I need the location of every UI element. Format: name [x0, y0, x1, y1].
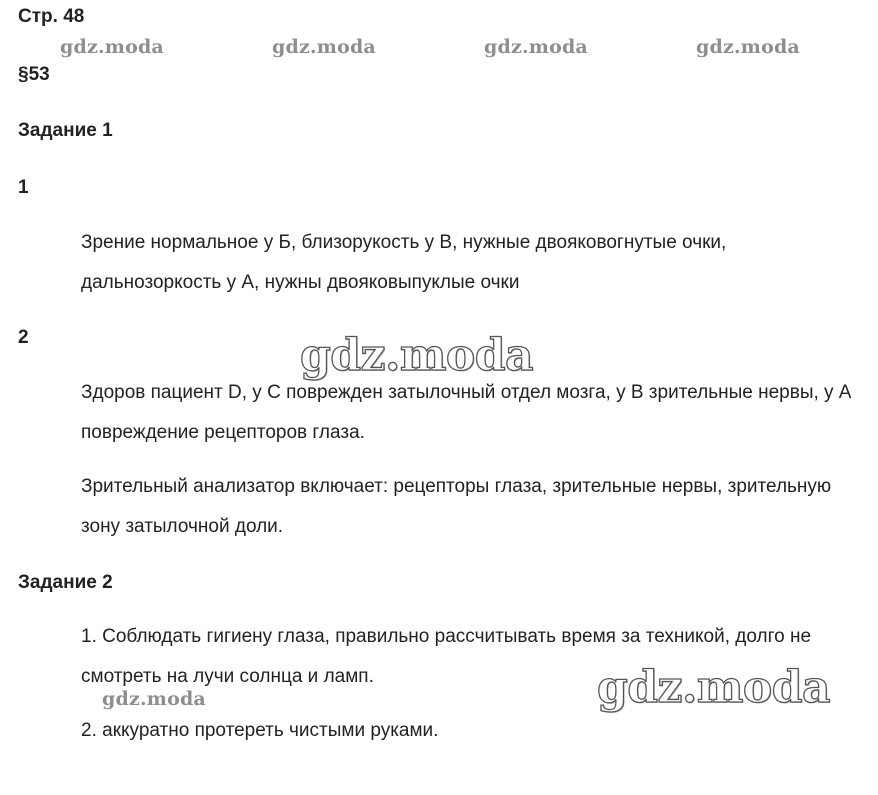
- watermark-logo: gdz.moda: [60, 36, 164, 58]
- answer-paragraph: Здоров пациент D, у С поврежден затылочный отдел мозга, у В зрительные нервы, у А повреждение рецепторов глаза.: [81, 382, 852, 443]
- watermark-logo: gdz.moda: [597, 662, 831, 713]
- watermark-logo: gdz.moda: [696, 36, 800, 58]
- item-number: 2: [18, 327, 29, 348]
- item-number: 1: [18, 177, 29, 198]
- page-label: Стр. 48: [18, 6, 85, 27]
- task-2-heading: Задание 2: [18, 572, 113, 593]
- watermark-logo: gdz.moda: [272, 36, 376, 58]
- section-label: §53: [18, 64, 50, 85]
- answer-paragraph: 2. аккуратно протереть чистыми руками.: [81, 720, 439, 741]
- answer-paragraph: Зрительный анализатор включает: рецепторы глаза, зрительные нервы, зрительную зону затылочной доли.: [81, 476, 832, 537]
- watermark-logo: gdz.moda: [102, 688, 206, 710]
- watermark-logo: gdz.moda: [300, 330, 534, 381]
- watermark-logo: gdz.moda: [484, 36, 588, 58]
- task-1-heading: Задание 1: [18, 120, 113, 141]
- answer-paragraph: Зрение нормальное у Б, близорукость у В, нужные двояковогнутые очки, дальнозоркость у А, нужны двояковыпуклые очки: [81, 232, 727, 293]
- answer-paragraph: 1. Соблюдать гигиену глаза, правильно рассчитывать время за техникой, долго не смотреть на лучи солнца и ламп.: [81, 626, 812, 687]
